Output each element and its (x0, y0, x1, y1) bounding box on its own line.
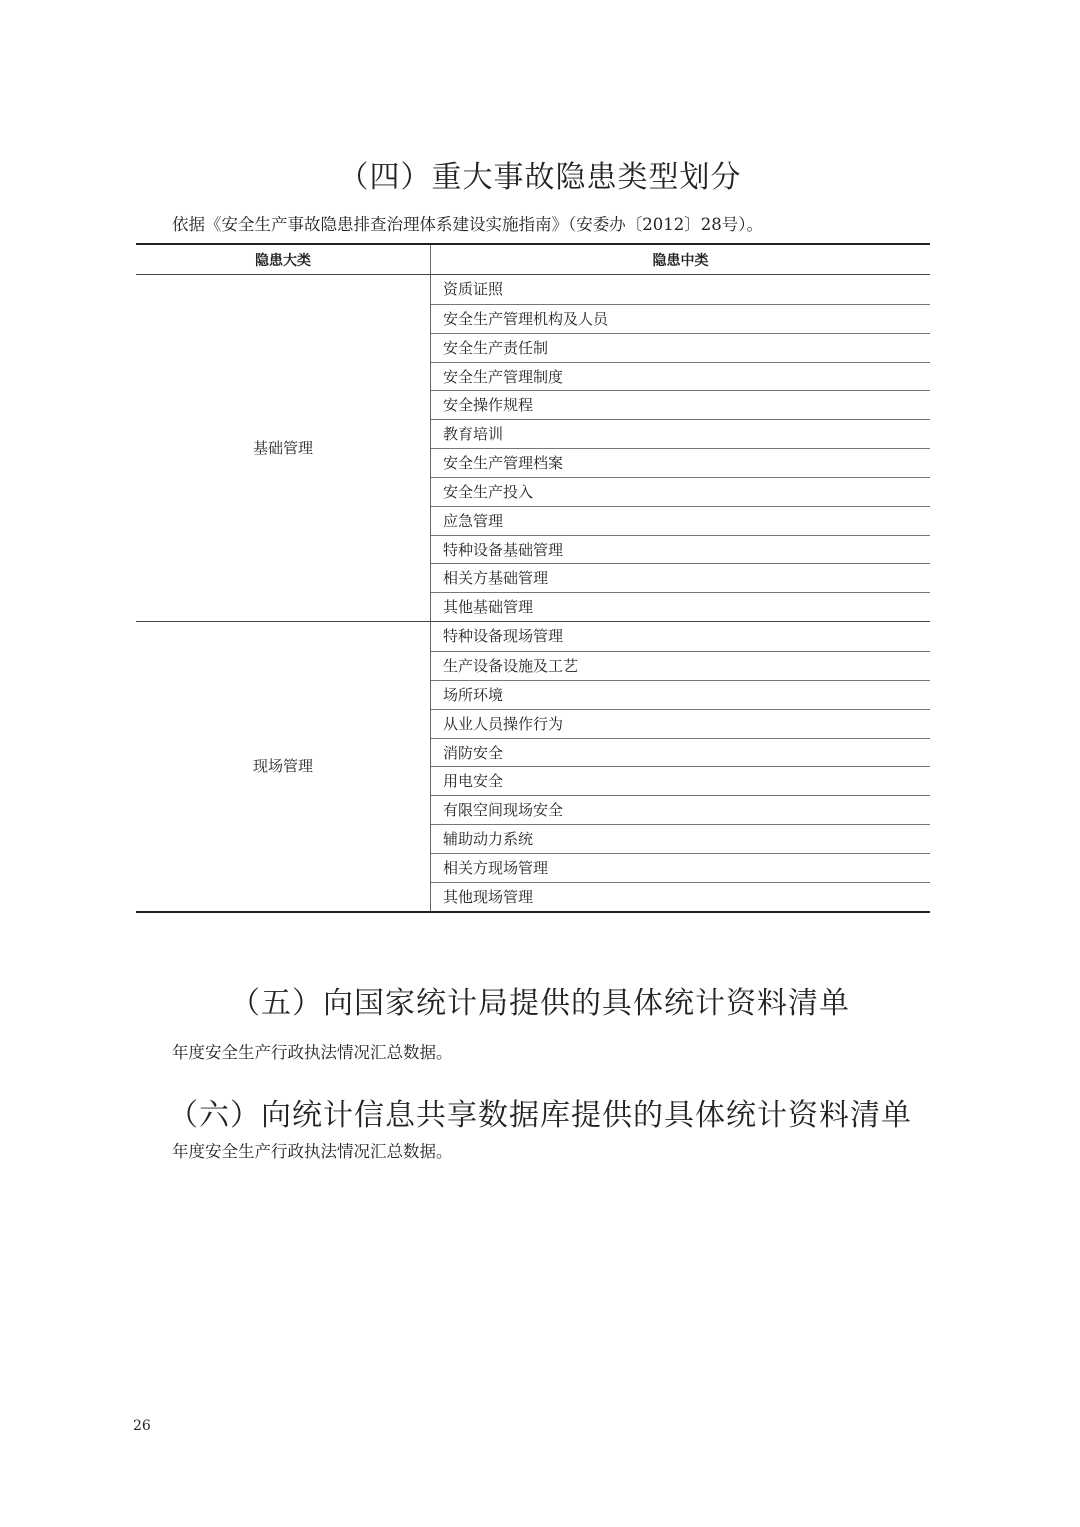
table-row: 辅助动力系统 (431, 824, 930, 853)
table-row: 安全生产投入 (431, 477, 930, 506)
section-4-title: （四）重大事故隐患类型划分 (338, 160, 742, 195)
table-row: 相关方基础管理 (431, 563, 930, 592)
group-items (430, 275, 930, 621)
table-row: 特种设备现场管理 (443, 627, 564, 646)
table-row: 特种设备基础管理 (431, 535, 930, 564)
table-group-site-management (136, 621, 930, 910)
table-row: 场所环境 (431, 680, 930, 709)
page-number: 26 (133, 1418, 151, 1434)
section-5-text: 年度安全生产行政执法情况汇总数据。 (172, 1043, 453, 1062)
table-row: 安全操作规程 (431, 390, 930, 419)
table-row: 从业人员操作行为 (431, 709, 930, 738)
group-items (430, 622, 930, 910)
header-middle-category: 隐患中类 (430, 245, 930, 274)
group-name: 基础管理 (252, 438, 313, 457)
table-header (136, 245, 930, 275)
hazard-classification-table (136, 243, 930, 913)
section-6-text: 年度安全生产行政执法情况汇总数据。 (172, 1142, 453, 1161)
table-row: 资质证照 (443, 280, 504, 298)
section-6-title: （六）向统计信息共享数据库提供的具体统计资料清单 (168, 1098, 912, 1133)
table-row: 安全生产管理档案 (431, 448, 930, 477)
table-row: 其他现场管理 (431, 882, 930, 911)
table-row: 应急管理 (431, 506, 930, 535)
table-row: 安全生产责任制 (431, 333, 930, 362)
table-row: 教育培训 (431, 419, 930, 448)
group-name: 现场管理 (252, 756, 313, 775)
table-group-basic-management (136, 275, 930, 621)
table-row: 安全生产管理机构及人员 (431, 304, 930, 333)
table-row: 安全生产管理制度 (431, 362, 930, 391)
table-row: 生产设备设施及工艺 (431, 651, 930, 680)
table-row: 相关方现场管理 (431, 853, 930, 882)
table-row: 其他基础管理 (431, 592, 930, 621)
section-5-title: （五）向国家统计局提供的具体统计资料清单 (230, 986, 850, 1021)
table-row: 有限空间现场安全 (431, 795, 930, 824)
section-4-note: 依据《安全生产事故隐患排查治理体系建设实施指南》（安委办〔2012〕28号）。 (172, 215, 763, 234)
header-major-category: 隐患大类 (255, 252, 311, 269)
table-row: 用电安全 (431, 766, 930, 795)
table-row: 消防安全 (431, 738, 930, 767)
